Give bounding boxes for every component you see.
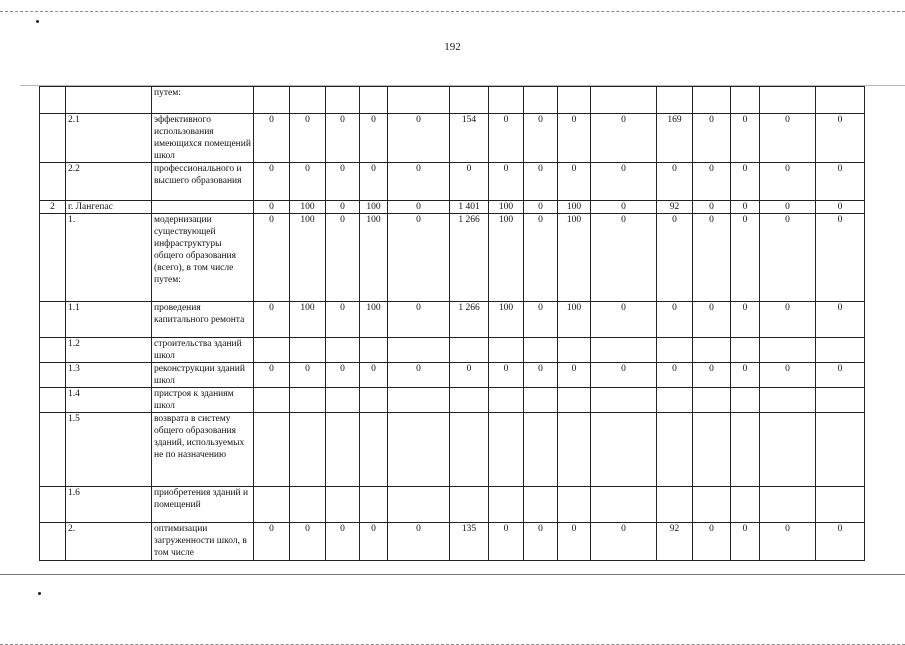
value-cell: [254, 413, 290, 487]
value-cell: [360, 487, 388, 523]
value-cell: [360, 338, 388, 363]
value-cell: [558, 388, 591, 413]
value-cell: [489, 413, 524, 487]
value-cell: 0: [524, 114, 558, 163]
value-cell: [326, 338, 360, 363]
value-cell: [360, 87, 388, 114]
table-row: [40, 302, 865, 338]
value-cell: [360, 388, 388, 413]
value-cell: 0: [360, 114, 388, 163]
value-cell: 0: [290, 114, 326, 163]
description-cell: реконструкции зданий школ: [152, 363, 254, 388]
value-cell: [558, 87, 591, 114]
value-cell: [450, 413, 489, 487]
value-cell: 0: [388, 214, 450, 302]
value-cell: 0: [591, 163, 657, 201]
value-cell: [591, 487, 657, 523]
description-cell: возврата в систему общего образования зданий, используемых не по назначению: [152, 413, 254, 487]
value-cell: [816, 413, 865, 487]
table-row: [40, 338, 865, 363]
value-cell: 0: [816, 363, 865, 388]
value-cell: [731, 338, 760, 363]
value-cell: 0: [489, 163, 524, 201]
row-number-cell: [40, 214, 66, 302]
row-number-cell: [40, 363, 66, 388]
value-cell: [388, 87, 450, 114]
value-cell: 0: [558, 114, 591, 163]
value-cell: 0: [388, 302, 450, 338]
item-number-cell: 2.: [66, 523, 152, 561]
value-cell: [731, 87, 760, 114]
value-cell: 0: [254, 363, 290, 388]
value-cell: [693, 487, 731, 523]
description-cell: модернизации существующей инфраструктуры общего образования (всего), в том числе путем:: [152, 214, 254, 302]
value-cell: 100: [360, 214, 388, 302]
description-cell: [152, 201, 254, 214]
value-cell: 0: [360, 363, 388, 388]
value-cell: [388, 388, 450, 413]
value-cell: 0: [326, 523, 360, 561]
row-number-cell: [40, 388, 66, 413]
value-cell: [524, 338, 558, 363]
scan-edge-top: [0, 11, 905, 12]
value-cell: [558, 413, 591, 487]
value-cell: 100: [558, 214, 591, 302]
value-cell: 0: [558, 363, 591, 388]
value-cell: 0: [524, 302, 558, 338]
value-cell: 0: [816, 163, 865, 201]
value-cell: 0: [254, 302, 290, 338]
value-cell: 100: [489, 201, 524, 214]
value-cell: 0: [360, 523, 388, 561]
table-row: [40, 163, 865, 201]
value-cell: 0: [816, 302, 865, 338]
value-cell: 0: [326, 201, 360, 214]
value-cell: [450, 338, 489, 363]
description-cell: эффективного использования имеющихся помещений школ: [152, 114, 254, 163]
table-row: [40, 523, 865, 561]
row-number-cell: [40, 523, 66, 561]
item-number-cell: 1.1: [66, 302, 152, 338]
value-cell: 0: [388, 163, 450, 201]
value-cell: [731, 413, 760, 487]
value-cell: 0: [693, 302, 731, 338]
value-cell: [693, 87, 731, 114]
value-cell: 0: [254, 214, 290, 302]
value-cell: [816, 338, 865, 363]
value-cell: [326, 388, 360, 413]
value-cell: [760, 87, 816, 114]
value-cell: 0: [760, 302, 816, 338]
value-cell: 0: [326, 163, 360, 201]
value-cell: 0: [254, 523, 290, 561]
value-cell: [326, 413, 360, 487]
value-cell: 0: [326, 363, 360, 388]
description-cell: строительства зданий школ: [152, 338, 254, 363]
value-cell: 0: [731, 363, 760, 388]
value-cell: [326, 487, 360, 523]
value-cell: [450, 388, 489, 413]
value-cell: [388, 338, 450, 363]
value-cell: 0: [731, 523, 760, 561]
value-cell: 0: [657, 163, 693, 201]
value-cell: 100: [558, 302, 591, 338]
row-number-cell: [40, 487, 66, 523]
value-cell: [591, 388, 657, 413]
description-cell: путем:: [152, 87, 254, 114]
item-number-cell: 2.1: [66, 114, 152, 163]
value-cell: [731, 487, 760, 523]
value-cell: 100: [290, 302, 326, 338]
value-cell: 0: [489, 363, 524, 388]
value-cell: 0: [693, 214, 731, 302]
row-number-cell: [40, 163, 66, 201]
value-cell: 0: [760, 363, 816, 388]
value-cell: [524, 487, 558, 523]
value-cell: 0: [558, 163, 591, 201]
value-cell: 0: [693, 163, 731, 201]
value-cell: 0: [450, 163, 489, 201]
value-cell: 0: [591, 302, 657, 338]
value-cell: 0: [760, 114, 816, 163]
value-cell: 0: [816, 114, 865, 163]
table-row: [40, 413, 865, 487]
value-cell: 0: [731, 214, 760, 302]
value-cell: [657, 87, 693, 114]
value-cell: 100: [489, 214, 524, 302]
value-cell: [254, 338, 290, 363]
value-cell: 100: [489, 302, 524, 338]
value-cell: [816, 388, 865, 413]
value-cell: [760, 487, 816, 523]
value-cell: [524, 87, 558, 114]
row-number-cell: 2: [40, 201, 66, 214]
description-cell: профессионального и высшего образования: [152, 163, 254, 201]
table-row: [40, 388, 865, 413]
table-body: [40, 87, 865, 561]
value-cell: [760, 388, 816, 413]
value-cell: 0: [524, 363, 558, 388]
value-cell: [388, 487, 450, 523]
value-cell: 0: [388, 523, 450, 561]
value-cell: [290, 388, 326, 413]
value-cell: 0: [693, 363, 731, 388]
table-row: [40, 114, 865, 163]
value-cell: [693, 338, 731, 363]
value-cell: 154: [450, 114, 489, 163]
value-cell: [760, 413, 816, 487]
value-cell: 100: [290, 214, 326, 302]
value-cell: 0: [254, 114, 290, 163]
value-cell: [657, 413, 693, 487]
value-cell: 92: [657, 201, 693, 214]
value-cell: 0: [360, 163, 388, 201]
value-cell: [693, 413, 731, 487]
value-cell: [524, 413, 558, 487]
value-cell: 0: [731, 201, 760, 214]
value-cell: 0: [254, 201, 290, 214]
item-number-cell: [66, 87, 152, 114]
value-cell: [254, 87, 290, 114]
value-cell: 0: [450, 363, 489, 388]
value-cell: 100: [360, 201, 388, 214]
value-cell: 0: [290, 523, 326, 561]
value-cell: 135: [450, 523, 489, 561]
speck: [36, 20, 39, 23]
table-row: [40, 487, 865, 523]
value-cell: 0: [326, 114, 360, 163]
value-cell: 0: [657, 363, 693, 388]
value-cell: 0: [760, 201, 816, 214]
value-cell: [290, 413, 326, 487]
value-cell: 0: [489, 523, 524, 561]
value-cell: 0: [290, 363, 326, 388]
value-cell: 0: [388, 201, 450, 214]
table-row: [40, 214, 865, 302]
row-number-cell: [40, 302, 66, 338]
value-cell: 0: [326, 214, 360, 302]
value-cell: 0: [816, 201, 865, 214]
value-cell: 0: [524, 201, 558, 214]
value-cell: [693, 388, 731, 413]
value-cell: 0: [591, 114, 657, 163]
value-cell: 0: [731, 114, 760, 163]
value-cell: [816, 487, 865, 523]
value-cell: 0: [558, 523, 591, 561]
value-cell: [591, 413, 657, 487]
value-cell: [489, 487, 524, 523]
value-cell: 0: [816, 214, 865, 302]
item-number-cell: 2.2: [66, 163, 152, 201]
value-cell: 0: [290, 163, 326, 201]
value-cell: 0: [760, 163, 816, 201]
value-cell: [290, 87, 326, 114]
item-number-cell: 1.5: [66, 413, 152, 487]
value-cell: 100: [360, 302, 388, 338]
value-cell: [558, 338, 591, 363]
value-cell: 92: [657, 523, 693, 561]
row-number-cell: [40, 87, 66, 114]
value-cell: 0: [388, 363, 450, 388]
value-cell: [360, 413, 388, 487]
value-cell: 0: [731, 163, 760, 201]
value-cell: 1 266: [450, 214, 489, 302]
item-number-cell: 1.2: [66, 338, 152, 363]
value-cell: 169: [657, 114, 693, 163]
value-cell: 0: [591, 363, 657, 388]
value-cell: [657, 338, 693, 363]
value-cell: 0: [254, 163, 290, 201]
value-cell: 0: [731, 302, 760, 338]
value-cell: [489, 388, 524, 413]
value-cell: 0: [524, 214, 558, 302]
value-cell: 1 401: [450, 201, 489, 214]
row-number-cell: [40, 114, 66, 163]
item-number-cell: 1.3: [66, 363, 152, 388]
value-cell: [524, 388, 558, 413]
value-cell: [388, 413, 450, 487]
data-table: [39, 86, 865, 561]
description-cell: оптимизации загруженности школ, в том числе: [152, 523, 254, 561]
value-cell: [591, 338, 657, 363]
value-cell: 0: [657, 302, 693, 338]
table-row: [40, 87, 865, 114]
value-cell: 0: [657, 214, 693, 302]
description-cell: пристроя к зданиям школ: [152, 388, 254, 413]
value-cell: [254, 487, 290, 523]
value-cell: [731, 388, 760, 413]
value-cell: 0: [693, 201, 731, 214]
value-cell: 0: [693, 523, 731, 561]
table-row: [40, 363, 865, 388]
value-cell: [290, 487, 326, 523]
value-cell: [450, 87, 489, 114]
value-cell: [290, 338, 326, 363]
value-cell: 0: [816, 523, 865, 561]
value-cell: 0: [591, 214, 657, 302]
item-number-cell: 1.: [66, 214, 152, 302]
value-cell: 0: [524, 523, 558, 561]
value-cell: 0: [760, 214, 816, 302]
value-cell: [657, 487, 693, 523]
description-cell: приобретения зданий и помещений: [152, 487, 254, 523]
table-row: [40, 201, 865, 214]
page-bottom-rule: [0, 574, 905, 575]
value-cell: 100: [558, 201, 591, 214]
row-number-cell: [40, 413, 66, 487]
value-cell: 100: [290, 201, 326, 214]
value-cell: [816, 87, 865, 114]
value-cell: [489, 338, 524, 363]
value-cell: [558, 487, 591, 523]
value-cell: [489, 87, 524, 114]
item-number-cell: 1.4: [66, 388, 152, 413]
value-cell: 0: [693, 114, 731, 163]
value-cell: [760, 338, 816, 363]
value-cell: 0: [524, 163, 558, 201]
item-number-cell: 1.6: [66, 487, 152, 523]
value-cell: [450, 487, 489, 523]
row-number-cell: [40, 338, 66, 363]
value-cell: 1 266: [450, 302, 489, 338]
value-cell: 0: [489, 114, 524, 163]
speck: [38, 592, 41, 595]
value-cell: 0: [388, 114, 450, 163]
value-cell: [591, 87, 657, 114]
value-cell: 0: [591, 523, 657, 561]
page-number: 192: [444, 41, 461, 53]
description-cell: проведения капитального ремонта: [152, 302, 254, 338]
value-cell: [657, 388, 693, 413]
value-cell: 0: [760, 523, 816, 561]
value-cell: [326, 87, 360, 114]
value-cell: [254, 388, 290, 413]
item-number-cell: г. Лангепас: [66, 201, 152, 214]
value-cell: 0: [326, 302, 360, 338]
value-cell: 0: [591, 201, 657, 214]
